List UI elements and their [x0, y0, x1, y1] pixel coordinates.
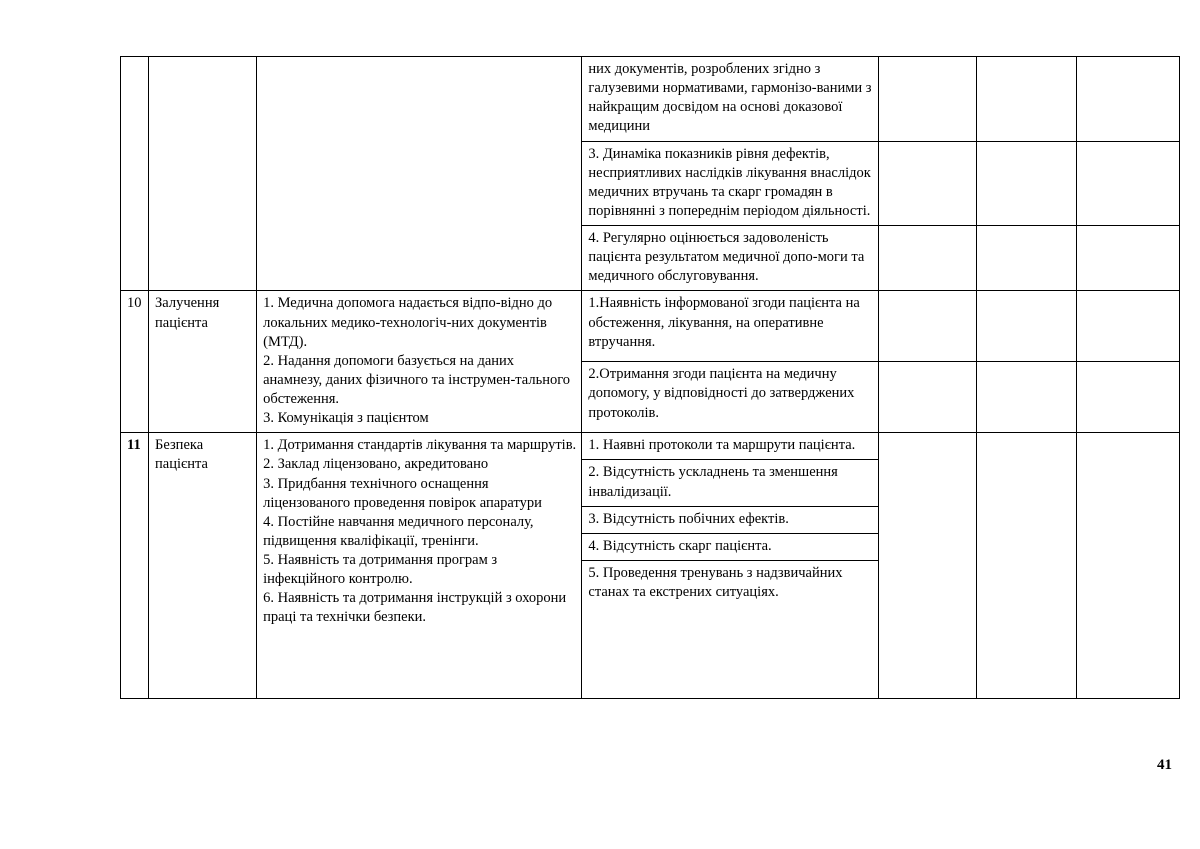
score-cell-2 — [976, 57, 1076, 142]
table-row — [121, 291, 1180, 362]
row-number-cell — [121, 57, 149, 291]
indicator-text: 3. Динаміка показників рівня дефектів, несприятливих наслідків лікування внаслідок медичних втручань та скарг громадян в порівнянні з попереднім періодом діяльності. — [588, 145, 871, 219]
row-indicator-cell — [582, 141, 878, 226]
indicator-text: 2. Відсутність ускладнень та зменшення інвалідизації. — [588, 464, 838, 500]
score-cell-3 — [1076, 226, 1179, 291]
score-cell-1 — [878, 291, 976, 362]
score-cell-1 — [878, 141, 976, 226]
table-row — [121, 433, 1180, 460]
row-criteria-cell — [257, 291, 582, 433]
score-cell-2 — [976, 433, 1076, 699]
score-cell-3 — [1076, 57, 1179, 142]
row-name-cell — [149, 57, 257, 291]
assessment-criteria-table — [120, 56, 1180, 699]
score-cell-2 — [976, 141, 1076, 226]
row-criteria-cell — [257, 57, 582, 291]
page-number: 41 — [1157, 757, 1172, 773]
criteria-text: 2. Надання допомоги базується на даних анамнезу, даних фізичного та інструмен-тального обстеження. — [263, 352, 571, 407]
score-cell-1 — [878, 57, 976, 142]
score-cell-2 — [976, 291, 1076, 362]
score-cell-2 — [976, 226, 1076, 291]
indicator-text: 3. Відсутність побічних ефектів. — [588, 510, 789, 527]
criterion-name: Безпека пацієнта — [155, 437, 208, 473]
criteria-text: 6. Наявність та дотримання інструкцій з охорони праці та технічки безпеки. — [263, 590, 567, 626]
row-name-cell — [149, 433, 257, 699]
score-cell-1 — [878, 362, 976, 433]
row-number-cell: 10 — [121, 291, 149, 433]
row-indicator-cell — [582, 57, 878, 142]
indicator-text: 2.Отримання згоди пацієнта на медичну допомогу, у відповідності до затверджених протоколів. — [588, 366, 855, 421]
indicator-text: них документів, розроблених згідно з галузевими нормативами, гармонізо-ваними з найкращим досвідом на основі доказової медицини — [588, 61, 872, 135]
row-number-cell: 11 — [121, 433, 149, 699]
indicator-text: 4. Відсутність скарг пацієнта. — [588, 537, 772, 554]
indicator-text: 5. Проведення тренувань з надзвичайних станах та екстрених ситуаціях. — [588, 564, 843, 600]
score-cell-3 — [1076, 141, 1179, 226]
criteria-text: 3. Комунікація з пацієнтом — [263, 410, 429, 427]
score-cell-1 — [878, 433, 976, 699]
indicator-text: 4. Регулярно оцінюється задоволеність пацієнта результатом медичної допо-моги та медичного обслуговування. — [588, 230, 865, 285]
score-cell-3 — [1076, 433, 1179, 699]
score-cell-3 — [1076, 291, 1179, 362]
row-indicator-cell — [582, 460, 878, 506]
score-cell-2 — [976, 362, 1076, 433]
row-criteria-cell — [257, 433, 582, 699]
table-row — [121, 57, 1180, 142]
row-indicator-cell — [582, 533, 878, 560]
row-indicator-cell — [582, 506, 878, 533]
row-indicator-cell — [582, 433, 878, 460]
row-indicator-cell — [582, 226, 878, 291]
score-cell-1 — [878, 226, 976, 291]
criteria-text: 3. Придбання технічного оснащення ліцензованого проведення повірок апаратури — [263, 475, 542, 511]
criteria-text: 1. Медична допомога надається відпо-відно до локальних медико-технологіч-них документів (МТД). — [263, 295, 553, 350]
row-indicator-cell — [582, 560, 878, 698]
indicator-text: 1.Наявність інформованої згоди пацієнта на обстеження, лікування, на оперативне втручання. — [588, 295, 860, 350]
criteria-text: 4. Постійне навчання медичного персоналу, підвищення кваліфікації, тренінги. — [263, 513, 534, 549]
criteria-text: 5. Наявність та дотримання програм з інфекційного контролю. — [263, 552, 498, 588]
indicator-text: 1. Наявні протоколи та маршрути пацієнта. — [588, 437, 856, 454]
criteria-text: 1. Дотримання стандартів лікування та маршрутів. — [263, 437, 577, 454]
criteria-text: 2. Заклад ліцензовано, акредитовано — [263, 456, 489, 473]
row-indicator-cell — [582, 362, 878, 433]
row-indicator-cell — [582, 291, 878, 362]
criterion-name: Залучення пацієнта — [155, 295, 220, 331]
row-name-cell — [149, 291, 257, 433]
score-cell-3 — [1076, 362, 1179, 433]
